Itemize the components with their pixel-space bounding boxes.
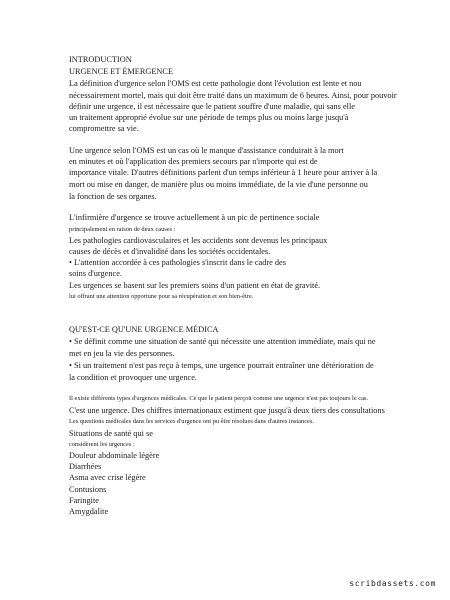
paragraph-line: • Se définit comme une situation de santé qui nécessite une attention immédiate, mais qui ne xyxy=(69,337,376,346)
watermark-footer: scribdassets.com xyxy=(349,579,436,588)
paragraph-line: nécessairement mortel, mais qui doit être traité dans un maximum de 6 heures. Ainsi, pour pouvoir xyxy=(69,91,397,100)
paragraph-line: C'est une urgence. Des chiffres internationaux estiment que jusqu'à deux tiers des consultations xyxy=(69,406,385,415)
paragraph-line: principalement en raison de deux causes : xyxy=(69,226,176,233)
list-item: Asma avec crise légère xyxy=(69,473,146,482)
paragraph-line: met en jeu la vie des personnes. xyxy=(69,349,175,358)
paragraph-line: lui offrant une attention opportune pour sa récupération et son bien-être. xyxy=(69,293,254,300)
section-heading: QU'EST-CE QU'UNE URGENCE MÉDICA xyxy=(69,325,219,334)
paragraph-line: la condition et provoquer une urgence. xyxy=(69,373,197,382)
list-item: Douleur abdominale légère xyxy=(69,451,160,460)
list-item: Contusions xyxy=(69,485,107,494)
paragraph-line: • L'attention accordée à ces pathologies s'inscrit dans le cadre des xyxy=(69,258,286,267)
paragraph-line: compromettre sa vie. xyxy=(69,124,139,133)
paragraph-line: Les urgences se basent sur les premiers soins d'un patient en état de gravité. xyxy=(69,281,321,290)
paragraph-line: Une urgence selon l'OMS est un cas où le manque d'assistance conduirait à la mort xyxy=(69,146,344,155)
intro-heading: INTRODUCTION xyxy=(69,55,132,64)
paragraph-line: soins d'urgence. xyxy=(69,269,122,278)
paragraph-line: la fonction de ses organes. xyxy=(69,192,157,201)
paragraph-line: L'infirmière d'urgence se trouve actuellement à un pic de pertinence sociale xyxy=(69,213,320,222)
list-item: Faringite xyxy=(69,496,99,505)
paragraph-line: La définition d'urgence selon l'OMS est cette pathologie dont l'évolution est lente et nou xyxy=(69,79,362,88)
intro-subheading: URGENCE ET ÉMERGENCE xyxy=(69,67,174,76)
paragraph-line: définir une urgence, il est nécessaire que le patient souffre d'une maladie, qui sans elle xyxy=(69,102,355,111)
paragraph-line: en minutes et où l'application des premiers secours par n'importe qui est de xyxy=(69,157,318,166)
paragraph-line: importance vitale. D'autres définitions parlent d'un temps inférieur à 1 heure pour arriver à la xyxy=(69,168,378,177)
paragraph-line: un traitement approprié évolue sur une période de temps plus ou moins large jusqu'à xyxy=(69,113,349,122)
paragraph-line: Les questions médicales dans les services d'urgence ont pu être résolues dans d'autres instances. xyxy=(69,418,314,425)
paragraph-line: Les pathologies cardiovasculaires et les accidents sont devenus les principaux xyxy=(69,236,328,245)
paragraph-line: • Si un traitement n'est pas reçu à temps, une urgence pourrait entraîner une détérioration de xyxy=(69,361,374,370)
list-item: Diarrhées xyxy=(69,462,102,471)
list-intro-line: considèrent les urgences : xyxy=(69,441,135,448)
paragraph-line: causes de décès et d'invalidité dans les sociétés occidentales. xyxy=(69,247,271,256)
paragraph-line: Il existe différents types d'urgences médicales. Ce que le patient perçoit comme une urgence n'est pas toujours le cas. xyxy=(69,395,369,402)
list-intro-line: Situations de santé qui se xyxy=(69,429,153,438)
paragraph-line: mort ou mise en danger, de manière plus ou moins immédiate, de la vie d'une personne ou xyxy=(69,180,368,189)
list-item: Amygdalite xyxy=(69,507,109,516)
